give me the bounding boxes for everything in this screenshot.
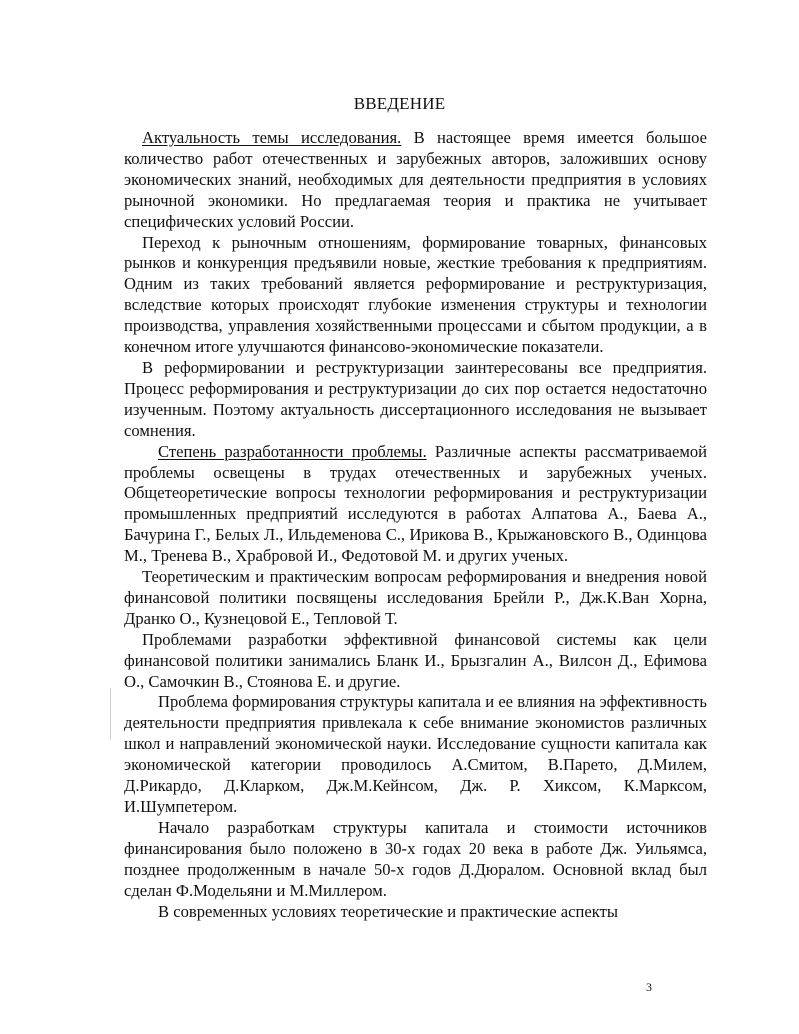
body-text bbox=[124, 128, 707, 922]
page-title: ВВЕДЕНИЕ bbox=[353, 94, 446, 113]
paragraph-financial-policy: Теоретическим и практическим вопросам реформирования и внедрения новой финансовой политики посвящены исследования Брейли Р., Дж.К.Ван Хорна, Дранко О., Кузнецовой Е., Тепловой Т. bbox=[124, 567, 707, 628]
paragraph-market-transition: Переход к рыночным отношениям, формирование товарных, финансовых рынков и конкуренция предъявили новые, жесткие требования к предприятиям. Одним из таких требований является реформирование и реструктуризация, вследствие которых происходят глубокие изменения структуры и технологии производства, управления хозяйственными процессами и сбытом продукции, а в конечном итоге улучшаются финансово-экономические показатели. bbox=[124, 232, 707, 357]
paragraph-modern-conditions: В современных условиях теоретические и практические аспекты bbox=[158, 901, 618, 921]
paragraph-problem-development bbox=[124, 442, 707, 567]
paragraph-capital-structure: Проблема формирования структуры капитала и ее влияния на эффективность деятельности предприятия привлекала к себе внимание экономистов различных школ и направлений экономической науки. Исследование сущности капитала как экономической категории проводилось А.Смитом, В.Парето, Д.Милем, Д.Рикардо, Д.Кларком, Дж.М.Кейнсом, Дж. Р. Хиксом, К.Марксом, И.Шумпетером. bbox=[124, 692, 707, 816]
margin-mark bbox=[110, 688, 111, 740]
paragraph-financial-system: Проблемами разработки эффективной финансовой системы как цели финансовой политики занимались Бланк И., Брызгалин А., Вилсон Д., Ефимова О., Самочкин В., Стоянова Е. и другие. bbox=[124, 629, 707, 691]
paragraph-restructuring-interest: В реформировании и реструктуризации заинтересованы все предприятия. Процесс реформирования и реструктуризации до сих пор остается недостаточно изученным. Поэтому актуальность диссертационного исследования не вызывает сомнения. bbox=[124, 357, 707, 440]
paragraph-relevance bbox=[124, 128, 707, 233]
heading-relevance: Актуальность темы исследования. bbox=[142, 128, 402, 147]
paragraph-text: В настоящее время имеется большое количество работ отечественных и зарубежных авторов, заложивших основу экономических знаний, необходимых для деятельности предприятия в условиях рыночной экономики. Но предлагаемая теория и практика не учитывает специфических условий России. bbox=[124, 128, 708, 231]
page-number: 3 bbox=[646, 980, 652, 994]
paragraph-capital-cost: Начало разработкам структуры капитала и стоимости источников финансирования было положено в 30-х годах 20 века в работе Дж. Уильямса, позднее продолженным в начале 50-х годов Д.Дюралом. Основной вклад был сделан Ф.Модельяни и М.Миллером. bbox=[124, 817, 707, 900]
heading-problem-development: Степень разработанности проблемы. bbox=[158, 441, 427, 461]
paragraph-text: Различные аспекты рассматриваемой проблемы освещены в трудах отечественных и зарубежных ученых. Общетеоретические вопросы технологии реформирования и реструктуризации промышленных предприятий исследуются в работах Алпатова А., Баева А., Бачурина Г., Белых Л., Ильдеменова С., Ирикова В., Крыжановского В., Одинцова М., Тренева В., Храбровой И., Федотовой М. и других ученых. bbox=[124, 441, 707, 566]
